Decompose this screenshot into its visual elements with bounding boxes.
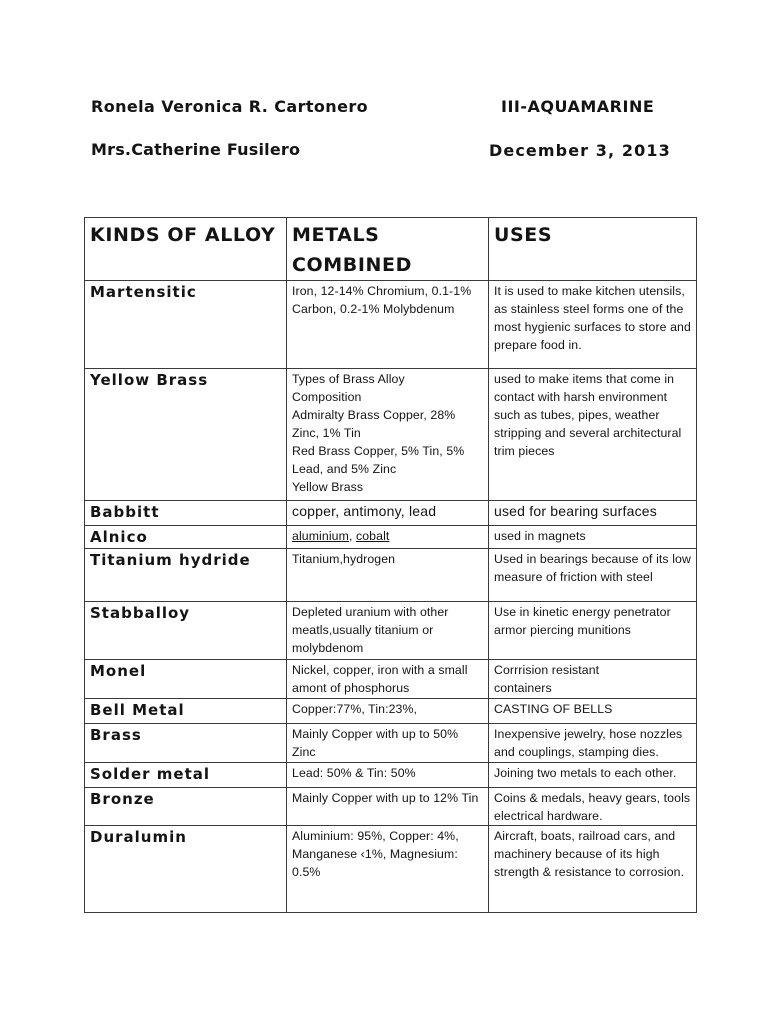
alloy-kind: Monel xyxy=(85,660,287,699)
alloy-uses: used in magnets xyxy=(489,526,697,549)
alloy-uses: used to make items that come in contact with harsh environment such as tubes, pipes, weather stripping and several architectural trim pieces xyxy=(489,369,697,501)
header-uses: USES xyxy=(489,218,697,281)
table-row xyxy=(85,501,697,526)
table-row xyxy=(85,699,697,724)
alloy-uses xyxy=(489,660,697,699)
alloy-metals: Copper:77%, Tin:23%, xyxy=(287,699,489,724)
alloy-kind: Titanium hydride xyxy=(85,549,287,602)
alloy-kind: Bronze xyxy=(85,788,287,826)
alloy-metals: copper, antimony, lead xyxy=(287,501,489,526)
alloy-metals: Depleted uranium with other meatls,usually titanium or molybdenom xyxy=(287,602,489,660)
alloy-kind: Stabballoy xyxy=(85,602,287,660)
table-row xyxy=(85,602,697,660)
table-row xyxy=(85,369,697,501)
alloy-kind: Alnico xyxy=(85,526,287,549)
alloy-metals: Nickel, copper, iron with a small amont of phosphorus xyxy=(287,660,489,699)
student-name: Ronela Veronica R. Cartonero xyxy=(91,97,369,116)
alloy-kind: Duralumin xyxy=(85,826,287,913)
document-date: December 3, 2013 xyxy=(489,141,671,160)
alloy-kind: Solder metal xyxy=(85,763,287,788)
table-row xyxy=(85,788,697,826)
alloy-kind: Yellow Brass xyxy=(85,369,287,501)
alloy-uses: Use in kinetic energy penetrator armor piercing munitions xyxy=(489,602,697,660)
table-row xyxy=(85,281,697,369)
table-row xyxy=(85,549,697,602)
metal-separator: , xyxy=(348,529,356,543)
table-row xyxy=(85,826,697,913)
table-header-row xyxy=(85,218,697,281)
alloy-metals: Iron, 12-14% Chromium, 0.1-1% Carbon, 0.2-1% Molybdenum xyxy=(287,281,489,369)
alloy-metals: Mainly Copper with up to 50% Zinc xyxy=(287,724,489,763)
alloy-uses-text: Corrrision resistant containers xyxy=(494,663,600,695)
alloy-metals: Aluminium: 95%, Copper: 4%, Manganese ‹1%, Magnesium: 0.5% xyxy=(287,826,489,913)
alloy-kind: Martensitic xyxy=(85,281,287,369)
header-kinds-of-alloy: KINDS OF ALLOY xyxy=(85,218,287,281)
alloy-metals: Titanium,hydrogen xyxy=(287,549,489,602)
alloy-kind: Bell Metal xyxy=(85,699,287,724)
alloy-uses: Aircraft, boats, railroad cars, and machinery because of its high strength & resistance to corrosion. xyxy=(489,826,697,913)
section-name: III-AQUAMARINE xyxy=(501,97,655,116)
alloy-uses: Inexpensive jewelry, hose nozzles and couplings, stamping dies. xyxy=(489,724,697,763)
alloy-table xyxy=(84,217,697,913)
table-row xyxy=(85,724,697,763)
alloy-uses: It is used to make kitchen utensils, as stainless steel forms one of the most hygienic surfaces to store and prepare food in. xyxy=(489,281,697,369)
table-row xyxy=(85,660,697,699)
alloy-metals-text: Types of Brass Alloy Composition Admiralty Brass Copper, 28% Zinc, 1% Tin Red Brass Copper, 5% Tin, 5% Lead, and 5% Zinc Yellow Brass xyxy=(292,372,465,494)
alloy-metals: Mainly Copper with up to 12% Tin xyxy=(287,788,489,826)
metal-link-cobalt[interactable]: cobalt xyxy=(356,529,390,543)
alloy-uses: Coins & medals, heavy gears, tools electrical hardware. xyxy=(489,788,697,826)
alloy-uses: Joining two metals to each other. xyxy=(489,763,697,788)
alloy-uses: CASTING OF BELLS xyxy=(489,699,697,724)
alloy-metals xyxy=(287,526,489,549)
alloy-uses: used for bearing surfaces xyxy=(489,501,697,526)
alloy-kind: Brass xyxy=(85,724,287,763)
alloy-metals: Lead: 50% & Tin: 50% xyxy=(287,763,489,788)
teacher-name: Mrs.Catherine Fusilero xyxy=(91,140,301,159)
alloy-uses: Used in bearings because of its low measure of friction with steel xyxy=(489,549,697,602)
alloy-metals xyxy=(287,369,489,501)
table-row xyxy=(85,526,697,549)
header-metals-combined: METALS COMBINED xyxy=(287,218,489,281)
metal-link-aluminium[interactable]: aluminium xyxy=(292,529,349,543)
table-row xyxy=(85,763,697,788)
alloy-kind: Babbitt xyxy=(85,501,287,526)
